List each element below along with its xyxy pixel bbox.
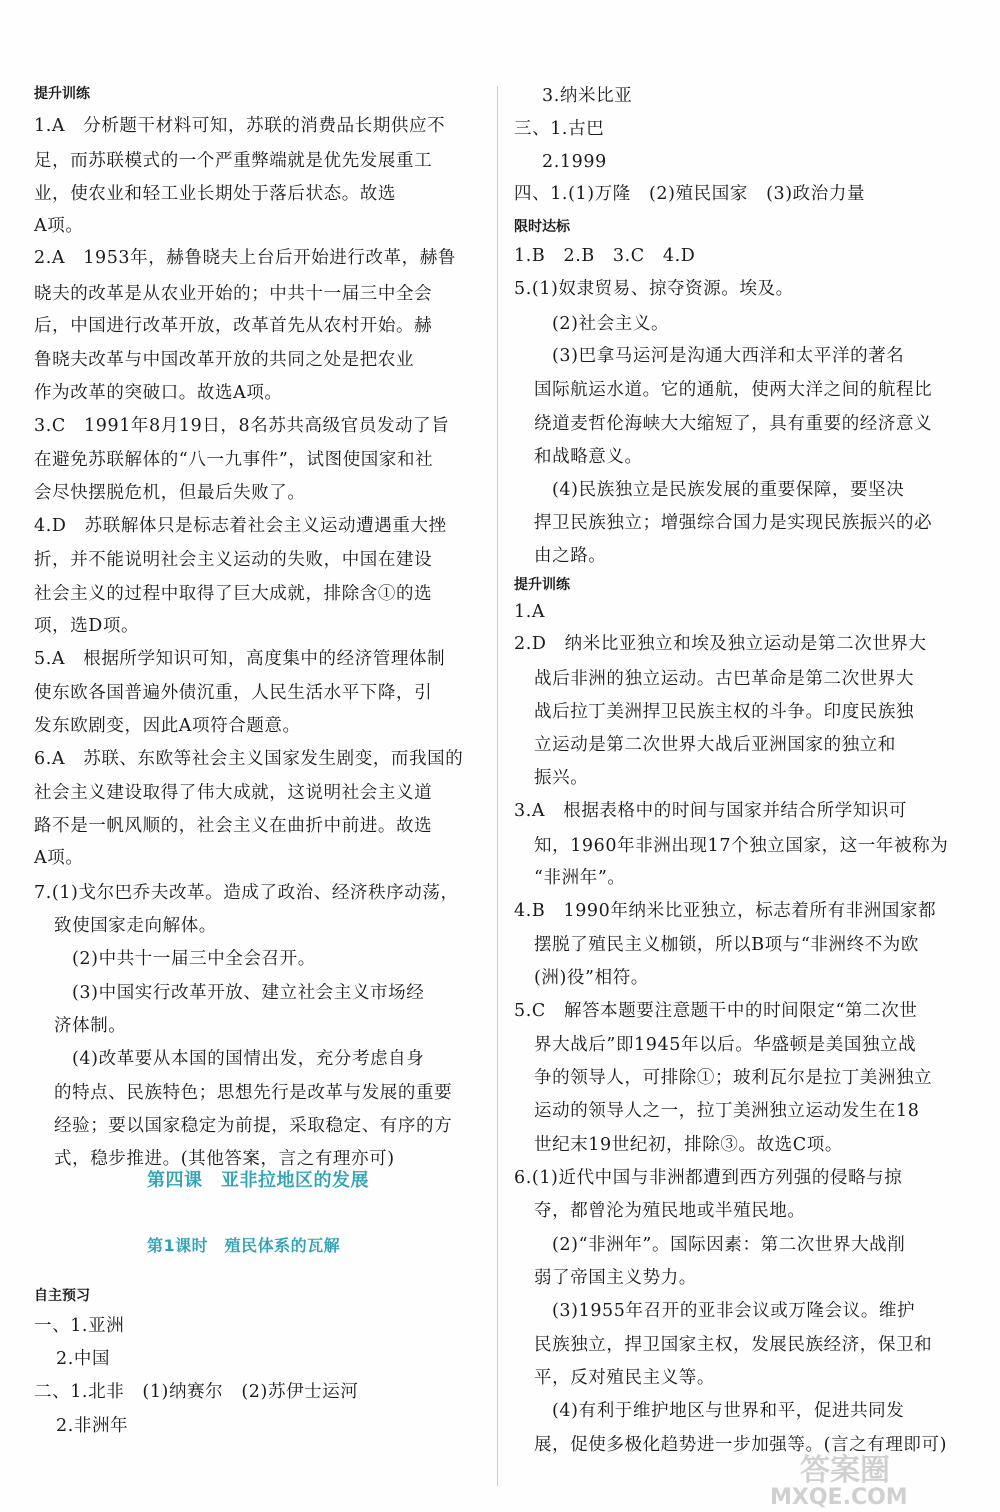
answer-line: 后，中国进行改革开放，改革首先从农村开始。赫 bbox=[34, 316, 433, 336]
answer-line: A项。 bbox=[34, 848, 84, 868]
answer-line: 夺，都曾沦为殖民地或半殖民地。 bbox=[534, 1201, 806, 1221]
answer-line: 折，并不能说明社会主义运动的失败，中国在建设 bbox=[34, 550, 433, 570]
answer-line: 足，而苏联模式的一个严重弊端就是优先发展重工 bbox=[34, 151, 433, 171]
answer-line: 项，选D项。 bbox=[34, 616, 140, 636]
answer-line: 知，1960年非洲出现17个独立国家，这一年被称为 bbox=[534, 836, 949, 856]
answer-line: 四、1.(1)万隆 (2)殖民国家 (3)政治力量 bbox=[514, 184, 866, 204]
section-heading: 限时达标 bbox=[514, 219, 570, 235]
answer-line: 2.D 纳米比亚独立和埃及独立运动是第二次世界大 bbox=[514, 634, 927, 654]
answer-line: 捍卫民族独立；增强综合国力是实现民族振兴的必 bbox=[534, 513, 933, 533]
answer-line: 5.A 根据所学知识可知，高度集中的经济管理体制 bbox=[34, 649, 446, 669]
answer-line: 在避免苏联解体的“八一九事件”，试图使国家和社 bbox=[34, 450, 434, 470]
answer-line: 争的领导人，可排除①；玻利瓦尔是拉丁美洲独立 bbox=[534, 1068, 933, 1088]
answer-line: 摆脱了殖民主义枷锁，所以B项与“非洲终不为欧 bbox=[534, 935, 920, 955]
answer-line: 7.(1)戈尔巴乔夫改革。造成了政治、经济秩序动荡， bbox=[34, 883, 459, 903]
answer-line: 1.A bbox=[514, 602, 546, 622]
answer-line: 社会主义的过程中取得了巨大成就，排除含①的选 bbox=[34, 584, 433, 604]
answer-line: 济体制。 bbox=[54, 1016, 127, 1036]
answer-line: 3.A 根据表格中的时间与国家并结合所学知识可 bbox=[514, 801, 908, 821]
answer-line: 5.C 解答本题要注意题干中的时间限定“第二次世 bbox=[514, 1001, 918, 1021]
answer-line: 业，使农业和轻工业长期处于落后状态。故选 bbox=[34, 184, 396, 204]
lesson-subtitle: 第1课时 殖民体系的瓦解 bbox=[147, 1236, 341, 1255]
answer-line: 会尽快摆脱危机，但最后失败了。 bbox=[34, 483, 306, 503]
answer-line: 2.中国 bbox=[56, 1349, 111, 1369]
answer-line: A项。 bbox=[34, 216, 84, 236]
lesson-title: 第四课 亚非拉地区的发展 bbox=[147, 1170, 369, 1191]
section-heading: 提升训练 bbox=[34, 86, 90, 102]
answer-line: 振兴。 bbox=[534, 768, 589, 788]
answer-line: 社会主义建设取得了伟大成就，这说明社会主义道 bbox=[34, 783, 433, 803]
answer-line: 6.A 苏联、东欧等社会主义国家发生剧变，而我国的 bbox=[34, 749, 464, 769]
answer-line: 三、1.古巴 bbox=[514, 119, 605, 139]
answer-line: 展，促使多极化趋势进一步加强等。(言之有理即可) bbox=[534, 1435, 948, 1455]
answer-line: 由之路。 bbox=[534, 546, 607, 566]
answer-line: 1.B 2.B 3.C 4.D bbox=[514, 246, 696, 266]
answer-line: 国际航运水道。它的通航，使两大洋之间的航程比 bbox=[534, 380, 933, 400]
answer-line: 弱了帝国主义势力。 bbox=[534, 1268, 697, 1288]
section-heading: 自主预习 bbox=[34, 1288, 90, 1304]
answer-line: 的特点、民族特色；思想先行是改革与发展的重要 bbox=[54, 1083, 453, 1103]
answer-line: (2)社会主义。 bbox=[552, 314, 670, 334]
answer-line: 晓夫的改革是从农业开始的；中共十一届三中全会 bbox=[34, 284, 433, 304]
answer-line: 2.非洲年 bbox=[56, 1416, 129, 1436]
answer-line: (2)中共十一届三中全会召开。 bbox=[72, 949, 316, 969]
answer-line: “非洲年”。 bbox=[534, 868, 626, 888]
answer-line: 鲁晓夫改革与中国改革开放的共同之处是把农业 bbox=[34, 350, 415, 370]
answer-line: (4)改革要从本国的国情出发，充分考虑自身 bbox=[72, 1049, 425, 1069]
section-heading: 提升训练 bbox=[514, 577, 570, 593]
answer-line: 绕道麦哲伦海峡大大缩短了，具有重要的经济意义 bbox=[534, 414, 933, 434]
answer-line: (4)民族独立是民族发展的重要保障，要坚决 bbox=[552, 480, 905, 500]
answer-line: 发东欧剧变，因此A项符合题意。 bbox=[34, 716, 301, 736]
answer-line: 一、1.亚洲 bbox=[34, 1316, 125, 1336]
answer-line: 战后非洲的独立运动。古巴革命是第二次世界大 bbox=[534, 669, 915, 689]
answer-line: 战后拉丁美洲捍卫民族主权的斗争。印度民族独 bbox=[534, 702, 915, 722]
answer-line: 二、1.北非 (1)纳赛尔 (2)苏伊士运河 bbox=[34, 1382, 359, 1402]
watermark-url: MXQE.COM bbox=[770, 1485, 908, 1508]
answer-line: 1.A 分析题干材料可知，苏联的消费品长期供应不 bbox=[34, 116, 446, 136]
answer-line: 6.(1)近代中国与非洲都遭到西方列强的侵略与掠 bbox=[514, 1168, 903, 1188]
answer-line: 平，反对殖民主义等。 bbox=[534, 1368, 715, 1388]
answer-line: 路不是一帆风顺的，社会主义在曲折中前进。故选 bbox=[34, 816, 433, 836]
answer-line: 经验；要以国家稳定为前提，采取稳定、有序的方 bbox=[54, 1116, 453, 1136]
answer-line: 作为改革的突破口。故选A项。 bbox=[34, 383, 283, 403]
answer-line: 致使国家走向解体。 bbox=[54, 916, 217, 936]
answer-line: 2.1999 bbox=[542, 152, 607, 172]
answer-line: (3)巴拿马运河是沟通大西洋和太平洋的著名 bbox=[552, 346, 905, 366]
answer-line: (2)“非洲年”。国际因素：第二次世界大战削 bbox=[552, 1235, 906, 1255]
answer-line: 4.B 1990年纳米比亚独立，标志着所有非洲国家都 bbox=[514, 901, 937, 921]
watermark-logo bbox=[730, 1450, 990, 1508]
watermark-main: 答案圈 bbox=[800, 1453, 890, 1488]
answer-line: 5.(1)奴隶贸易、掠夺资源。埃及。 bbox=[514, 279, 794, 299]
answer-line: 3.纳米比亚 bbox=[542, 86, 633, 106]
answer-line: (3)中国实行改革开放、建立社会主义市场经 bbox=[72, 983, 425, 1003]
answer-line: (4)有利于维护地区与世界和平，促进共同发 bbox=[552, 1401, 905, 1421]
answer-line: 3.C 1991年8月19日，8名苏共高级官员发动了旨 bbox=[34, 416, 450, 436]
answer-line: (3)1955年召开的亚非会议或万隆会议。维护 bbox=[552, 1301, 916, 1321]
answer-line: 4.D 苏联解体只是标志着社会主义运动遭遇重大挫 bbox=[34, 516, 447, 536]
answer-line: 世纪末19世纪初，排除③。故选C项。 bbox=[534, 1135, 843, 1155]
answer-line: 立运动是第二次世界大战后亚洲国家的独立和 bbox=[534, 735, 896, 755]
answer-line: 式，稳步推进。(其他答案，言之有理亦可) bbox=[54, 1149, 395, 1169]
answer-line: (洲)役”相符。 bbox=[534, 968, 649, 988]
answer-line: 2.A 1953年，赫鲁晓夫上台后开始进行改革，赫鲁 bbox=[34, 248, 456, 268]
column-divider bbox=[497, 86, 498, 1486]
answer-line: 运动的领导人之一，拉丁美洲独立运动发生在18 bbox=[534, 1101, 920, 1121]
answer-line: 和战略意义。 bbox=[534, 447, 643, 467]
answer-line: 民族独立，捍卫国家主权，发展民族经济，保卫和 bbox=[534, 1335, 933, 1355]
answer-line: 使东欧各国普遍外债沉重，人民生活水平下降，引 bbox=[34, 683, 433, 703]
answer-line: 界大战后”即1945年以后。华盛顿是美国独立战 bbox=[534, 1035, 917, 1055]
